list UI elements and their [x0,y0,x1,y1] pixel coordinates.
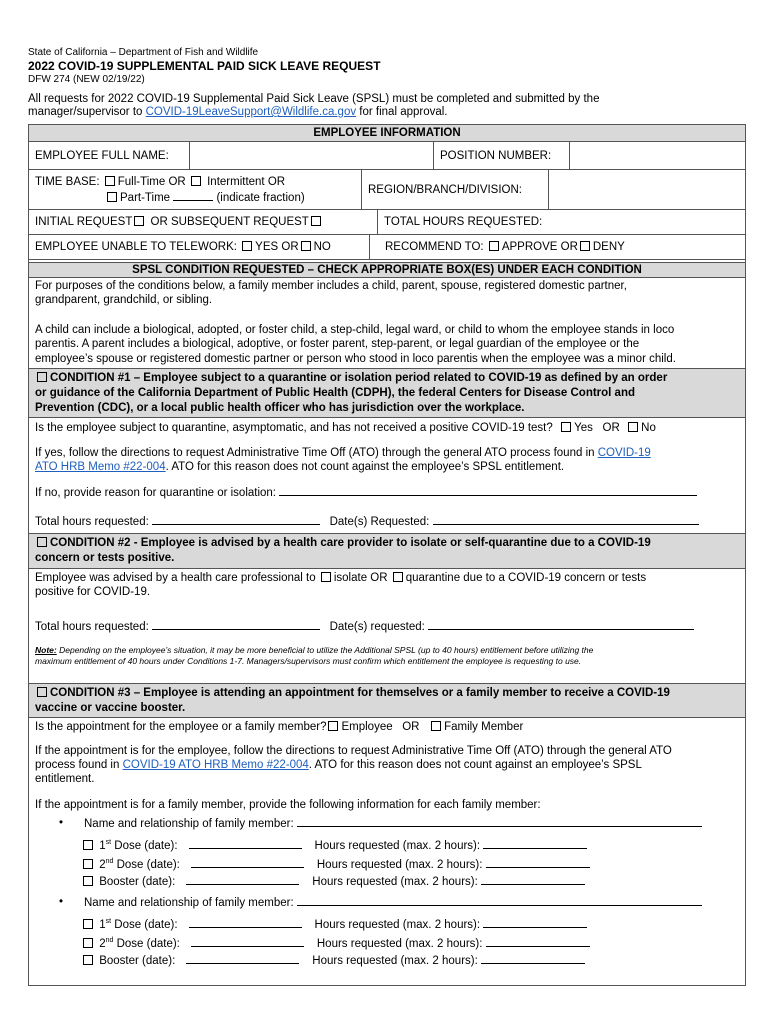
name-relationship-label: Name and relationship of family member: [84,818,294,830]
isolate-label: isolate OR [333,572,388,584]
dose-date-field[interactable] [189,838,302,849]
region-field[interactable] [549,170,745,209]
booster-row [35,953,739,968]
hours-field[interactable] [486,857,590,868]
dose-suffix: st [105,839,112,846]
dose-date-field[interactable] [189,917,302,928]
dose-label: Dose (date): [113,858,180,871]
row-name [29,142,745,170]
booster-label: Booster (date): [99,955,176,967]
dose-number: 1 [99,839,106,852]
c1-dates-field[interactable] [433,514,699,525]
yes-label: YES [255,241,279,253]
form-header [28,46,748,119]
c2-hours-field[interactable] [152,619,320,630]
employee-info-header: EMPLOYEE INFORMATION [29,124,745,142]
family-member-checkbox[interactable] [431,721,441,731]
telework-cell [29,235,370,259]
c1-hours-field[interactable] [152,514,320,525]
form-body [28,124,746,986]
region-label: REGION/BRANCH/DIVISION: [362,170,549,209]
family-member-1 [35,816,739,831]
yes-label: Yes [574,422,593,434]
dose-2-checkbox[interactable] [83,938,93,948]
condition-1-title: CONDITION #1 – Employee subject to a quarantine or isolation period related to COVID-19 as defined by an order [50,372,668,384]
hours-requested-label: Hours requested (max. 2 hours): [314,839,481,852]
c2-advised-2: positive for COVID-19. [35,586,151,598]
intermittent-label: Intermittent [207,176,265,188]
c3-employee-directions-2 [35,758,739,772]
child-definition-2: parentis. A parent includes a biological, adoptive, or foster parent, step-parent, or legal guardian of the employee or the [35,338,640,350]
dose-date-field[interactable] [191,936,304,947]
condition-2-title: CONDITION #2 - Employee is advised by a health care provider to isolate or self-quarantine due to a COVID-19 [50,537,651,549]
subsequent-request-checkbox[interactable] [311,216,321,226]
family-member-2 [35,895,739,910]
booster-checkbox[interactable] [83,876,93,886]
c1-no-checkbox[interactable] [628,422,638,432]
form-id: DFW 274 (NEW 02/19/22) [28,74,145,85]
hours-field[interactable] [483,917,587,928]
total-hours-label: TOTAL HOURS REQUESTED: [384,216,543,228]
condition-1-header [29,368,745,418]
c1-question-text: Is the employee subject to quarantine, asymptomatic, and has not received a positive COVID-19 test? [35,422,553,434]
name-relationship-field[interactable] [297,895,702,906]
intro-line-1: All requests for 2022 COVID-19 Supplemental Paid Sick Leave (SPSL) must be completed and submitted by the [28,93,600,105]
c2-note-2: maximum entitlement of 40 hours under Conditions 1-7. Managers/supervisors must confirm which entitlement the employee is requesting to use. [35,656,582,666]
intermittent-checkbox[interactable] [191,176,201,186]
or-label: OR [267,176,286,188]
c1-yes-text-2: . ATO for this reason does not count against the employee’s SPSL entitlement. [165,461,565,473]
ato-memo-link[interactable]: COVID-19 ATO HRB Memo #22-004 [122,759,309,771]
c3-employee-directions-3: entitlement. [35,773,95,785]
dose-suffix: st [105,918,112,925]
dose-number: 2 [99,858,106,871]
condition-1-title-2: or guidance of the California Department of Public Health (CDPH), the federal Centers for Disease Control and [35,387,636,399]
ato-memo-link[interactable]: ATO HRB Memo #22-004 [35,461,166,473]
recommend-cell [370,235,745,259]
booster-row [35,874,739,889]
c3-question-text: Is the appointment for the employee or a family member? [35,721,327,733]
hours-requested-label: Hours requested (max. 2 hours): [312,876,478,888]
agency-name: State of California – Department of Fish and Wildlife [28,47,259,58]
position-label: POSITION NUMBER: [434,142,570,169]
condition-3-title-2: vaccine or vaccine booster. [35,702,186,714]
c1-no-reason-label: If no, provide reason for quarantine or isolation: [35,487,277,499]
note-label: Note: [35,645,57,655]
part-time-label: Part-Time [120,192,171,204]
telework-no-checkbox[interactable] [301,241,311,251]
telework-yes-checkbox[interactable] [242,241,252,251]
row-request-type [29,210,745,235]
family-member-label: Family Member [444,721,524,733]
hours-requested-label: Hours requested (max. 2 hours): [312,955,478,967]
dose-2-row [35,934,739,951]
or-label: OR [281,241,299,253]
booster-checkbox[interactable] [83,955,93,965]
dose-2-row [35,855,739,872]
dose-1-checkbox[interactable] [83,840,93,850]
or-label: OR [560,241,578,253]
intro-text: manager/supervisor to [28,106,146,118]
hours-field[interactable] [483,838,587,849]
time-base-label: TIME BASE: [35,176,100,188]
dose-number: 2 [99,937,106,950]
condition-3-checkbox[interactable] [37,687,47,697]
dose-1-checkbox[interactable] [83,919,93,929]
c1-reason-field[interactable] [279,485,697,496]
child-definition-3: employee’s spouse or registered domestic partner or person who stood in loco parentis when the employee was a minor child. [35,353,676,365]
c3-question [35,720,739,734]
dose-2-checkbox[interactable] [83,859,93,869]
telework-label: EMPLOYEE UNABLE TO TELEWORK: [35,241,237,253]
hours-requested-label: Hours requested (max. 2 hours): [316,858,483,871]
support-email-link[interactable]: COVID-19LeaveSupport@Wildlife.ca.gov [145,106,357,118]
dose-number: 1 [99,918,106,931]
recommend-label: RECOMMEND TO: [385,241,484,253]
hours-requested-label: Hours requested (max. 2 hours): [316,937,483,950]
c2-hours-dates [35,619,739,634]
fraction-field[interactable] [173,190,213,201]
intro-line-2 [28,106,748,119]
c1-yes-directions [35,446,739,460]
hours-field[interactable] [481,953,585,964]
condition-1-checkbox[interactable] [37,372,47,382]
note-text: Depending on the employee’s situation, it may be more beneficial to utilize the Additional SPSL (up to 40 hours) entitlement before utilizing the [56,645,594,655]
approve-checkbox[interactable] [489,241,499,251]
c2-dates-field[interactable] [428,619,694,630]
name-relationship-field[interactable] [297,816,702,827]
c3-employee-directions-1: If the appointment is for the employee, follow the directions to request Administrative Time Off (ATO) through the general ATO [35,745,672,757]
intro-text-end: for final approval. [356,106,448,118]
part-time-checkbox[interactable] [107,192,117,202]
c3-family-instructions: If the appointment is for a family member, provide the following information for each family member: [35,799,541,811]
c1-yes-text: If yes, follow the directions to request Administrative Time Off (ATO) through the general ATO process found in [35,447,598,459]
deny-checkbox[interactable] [580,241,590,251]
c1-question [35,421,739,435]
row-telework [29,235,745,260]
full-time-checkbox[interactable] [105,176,115,186]
family-definition-2: grandparent, grandchild, or sibling. [35,294,213,306]
no-label: No [641,422,656,434]
form-title: 2022 COVID-19 SUPPLEMENTAL PAID SICK LEAVE REQUEST [28,59,381,73]
c1-no-reason [35,485,739,500]
c2-advised [35,571,739,585]
deny-label: DENY [592,241,625,253]
time-base-cell [29,170,362,209]
request-type-cell [29,210,378,234]
hours-label: Total hours requested: [35,516,149,528]
dates-label: Date(s) Requested: [329,516,430,528]
hours-requested-label: Hours requested (max. 2 hours): [314,918,481,931]
initial-request-label: INITIAL REQUEST [35,216,133,228]
initial-request-checkbox[interactable] [134,216,144,226]
or-label: OR [168,176,186,188]
hours-field[interactable] [486,936,590,947]
full-name-label: EMPLOYEE FULL NAME: [29,142,190,169]
full-name-field[interactable] [190,142,434,169]
ato-memo-link[interactable]: COVID-19 [597,447,651,459]
condition-2-header [29,533,745,569]
condition-2-checkbox[interactable] [37,537,47,547]
full-time-label: Full-Time [117,176,166,188]
fraction-label: (indicate fraction) [216,192,305,204]
child-definition-1: A child can include a biological, adopted, or foster child, a step-child, legal ward, or child to whom the employee stands in loco [35,324,675,336]
row-time-base [29,170,745,210]
c1-hours-dates [35,514,739,529]
c2-advised-text: Employee was advised by a health care professional to [35,572,316,584]
condition-2-title-2: concern or tests positive. [35,552,175,564]
dose-suffix: nd [105,937,114,944]
spsl-header: SPSL CONDITION REQUESTED – CHECK APPROPRIATE BOX(ES) UNDER EACH CONDITION [29,262,745,278]
name-relationship-label: Name and relationship of family member: [84,897,294,909]
or-label: OR [602,422,620,434]
bullet: • [59,817,64,829]
approve-label: APPROVE [501,241,558,253]
dates-label: Date(s) requested: [329,621,425,633]
booster-label: Booster (date): [99,876,176,888]
dose-1-row [35,836,739,853]
hours-field[interactable] [481,874,585,885]
c2-note [35,645,739,656]
c3-directions-text-2: . ATO for this reason does not count against an employee’s SPSL [308,759,642,771]
bullet: • [59,896,64,908]
or-label: OR [150,216,168,228]
subsequent-request-label: SUBSEQUENT REQUEST [171,216,309,228]
condition-1-title-3: Prevention (CDC), or a local public health officer who has jurisdiction over the workplace. [35,402,525,414]
quarantine-checkbox[interactable] [393,572,403,582]
condition-3-header [29,683,745,718]
booster-date-field[interactable] [186,874,299,885]
dose-label: Dose (date): [111,839,178,852]
condition-3-title: CONDITION #3 – Employee is attending an appointment for themselves or a family member to receive a COVID-19 [50,687,670,699]
quarantine-label: quarantine due to a COVID-19 concern or tests [405,572,647,584]
dose-suffix: nd [105,858,114,865]
employee-label: Employee [341,721,393,733]
dose-label: Dose (date): [113,937,180,950]
c1-yes-checkbox[interactable] [561,422,571,432]
hours-label: Total hours requested: [35,621,149,633]
employee-checkbox[interactable] [328,721,338,731]
c1-yes-directions-2 [35,460,739,474]
dose-label: Dose (date): [111,918,178,931]
booster-date-field[interactable] [186,953,299,964]
no-label: NO [313,241,331,253]
family-definition-1: For purposes of the conditions below, a family member includes a child, parent, spouse, registered domestic partner, [35,280,627,292]
isolate-checkbox[interactable] [321,572,331,582]
dose-date-field[interactable] [191,857,304,868]
or-label: OR [402,721,420,733]
dose-1-row [35,915,739,932]
c3-directions-text: process found in [35,759,123,771]
position-field[interactable] [570,142,745,169]
